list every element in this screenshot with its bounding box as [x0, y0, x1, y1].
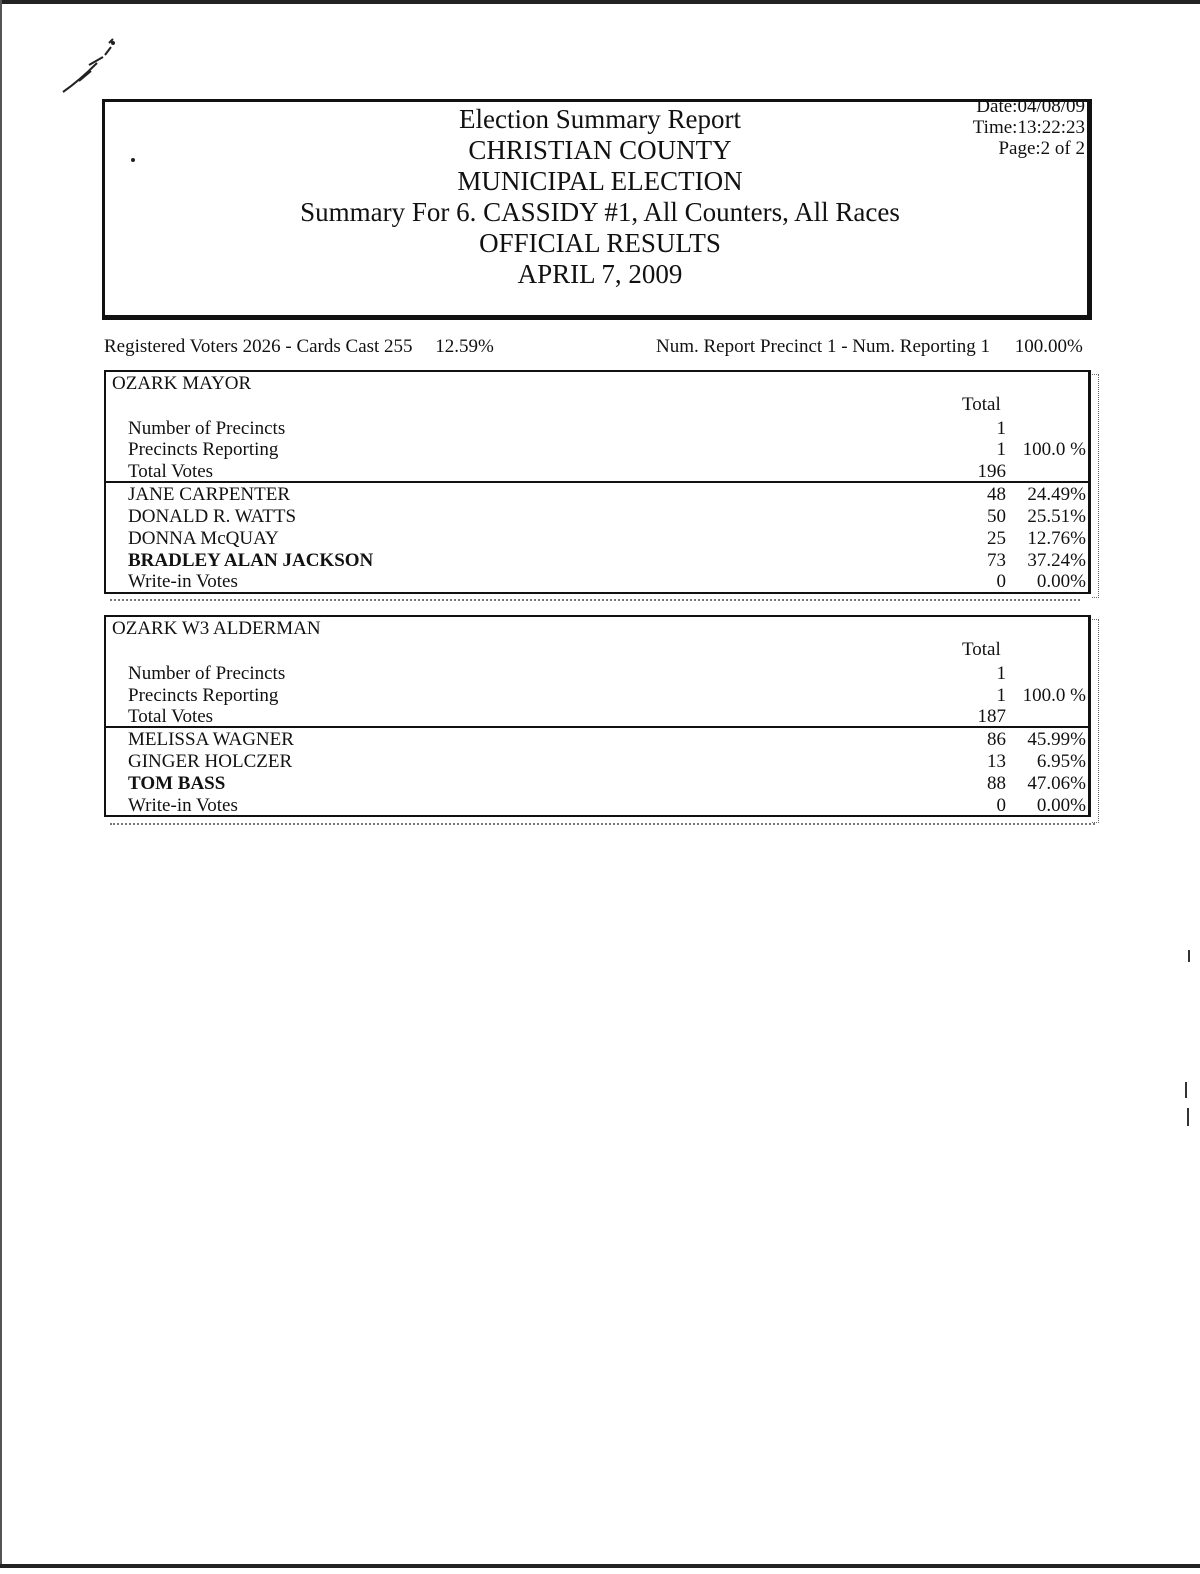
- handwritten-mark: [55, 35, 125, 100]
- candidate-row-winner: TOM BASS 88 47.06%: [128, 773, 1086, 794]
- scan-mark: [1187, 1108, 1189, 1126]
- race-title: OZARK MAYOR: [112, 373, 252, 394]
- report-title: Election Summary Report: [459, 104, 741, 134]
- scan-mark: [1188, 950, 1190, 962]
- divider: [106, 481, 1088, 483]
- race-ozark-mayor: [104, 370, 1091, 594]
- bracket-mark: [1092, 374, 1099, 598]
- race-ozark-w3-alderman: [104, 615, 1091, 817]
- candidate-row-winner: BRADLEY ALAN JACKSON 73 37.24%: [128, 550, 1086, 571]
- candidate-row: DONNA McQUAY 25 12.76%: [128, 528, 1086, 549]
- candidate-row: MELISSA WAGNER 86 45.99%: [128, 729, 1086, 750]
- divider: [106, 726, 1088, 728]
- bracket-mark: [1092, 619, 1099, 823]
- registered-voters: Registered Voters 2026 - Cards Cast 255 12.59%: [104, 336, 494, 357]
- stat-row: Total Votes 196: [128, 461, 1006, 482]
- total-column-header: Total: [962, 394, 1001, 415]
- stat-row: Number of Precincts 1: [128, 418, 1006, 439]
- race-title: OZARK W3 ALDERMAN: [112, 618, 321, 639]
- page-number: Page:2 of 2: [998, 138, 1085, 159]
- summary-scope: Summary For 6. CASSIDY #1, All Counters, All Races: [300, 197, 900, 227]
- total-column-header: Total: [962, 639, 1001, 660]
- report-title-block: [255, 104, 945, 290]
- candidate-row: Write-in Votes 0 0.00%: [128, 571, 1086, 592]
- report-time: Time:13:22:23: [972, 117, 1085, 138]
- candidate-row: GINGER HOLCZER 13 6.95%: [128, 751, 1086, 772]
- report-date: Date:04/08/09: [976, 96, 1085, 117]
- perforation: [110, 823, 1095, 825]
- county-name: CHRISTIAN COUNTY: [468, 135, 732, 165]
- scan-edge-left: [0, 0, 2, 1568]
- report-header: [102, 96, 1092, 320]
- precincts-reporting-summary: Num. Report Precinct 1 - Num. Reporting 1 100.00%: [656, 336, 1083, 357]
- perforation: [110, 599, 1080, 601]
- candidate-row: JANE CARPENTER 48 24.49%: [128, 484, 1086, 505]
- results-status: OFFICIAL RESULTS: [479, 228, 721, 258]
- candidate-row: Write-in Votes 0 0.00%: [128, 795, 1086, 816]
- speck: [131, 158, 135, 162]
- scan-edge-bottom: [0, 1564, 1200, 1568]
- scan-mark: [1185, 1082, 1187, 1098]
- candidate-row: DONALD R. WATTS 50 25.51%: [128, 506, 1086, 527]
- stat-row: Number of Precincts 1: [128, 663, 1006, 684]
- report-meta: [973, 96, 1085, 159]
- scan-edge-top: [0, 0, 1200, 4]
- election-type: MUNICIPAL ELECTION: [457, 166, 743, 196]
- stat-row: Total Votes 187: [128, 706, 1006, 727]
- stat-row: Precincts Reporting 1 100.0 %: [128, 439, 1086, 460]
- stat-row: Precincts Reporting 1 100.0 %: [128, 685, 1086, 706]
- election-date: APRIL 7, 2009: [517, 259, 683, 289]
